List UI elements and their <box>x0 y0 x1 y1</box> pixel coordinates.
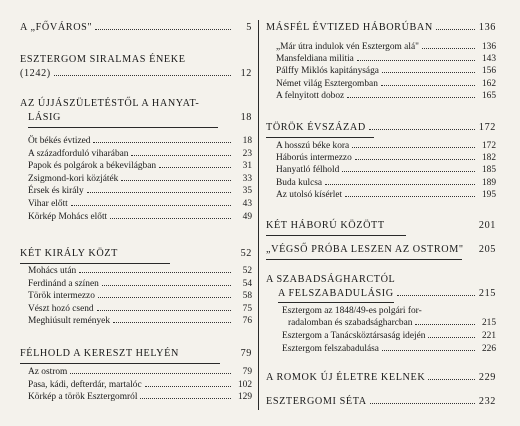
toc-chapter[interactable] <box>20 68 252 79</box>
chapter-title: A „FŐVÁROS" <box>20 22 93 33</box>
dot-leader <box>79 271 231 273</box>
toc-item[interactable] <box>28 212 252 222</box>
item-title: Esztergom felszabadulása <box>282 344 379 354</box>
page-number: 136 <box>481 42 496 52</box>
chapter-title-cont: A FELSZABADULÁSIG <box>278 288 394 299</box>
page-number: 18 <box>242 136 252 146</box>
page-number: 5 <box>246 22 252 33</box>
dot-leader <box>428 336 475 338</box>
chapter-rule <box>20 363 220 364</box>
item-title: Az ostrom <box>28 367 68 377</box>
chapter-rule <box>266 137 374 138</box>
toc-item[interactable] <box>28 367 252 377</box>
dot-leader <box>93 141 231 143</box>
toc-item[interactable] <box>288 318 496 328</box>
item-title: „Már útra indulok vén Esztergom alá" <box>276 42 419 52</box>
item-title: Öt békés évtized <box>28 136 91 146</box>
dot-leader <box>131 154 231 156</box>
toc-item[interactable] <box>276 66 496 76</box>
page-number: 52 <box>240 248 252 259</box>
item-title: Körkép Mohács előtt <box>28 211 108 222</box>
page-number: 201 <box>478 220 496 231</box>
item-title: Körkép a török Esztergomról <box>28 392 138 403</box>
page-number: 102 <box>237 379 252 390</box>
chapter-title: TÖRÖK ÉVSZÁZAD <box>266 122 366 133</box>
item-title: Érsek és király <box>28 186 84 197</box>
toc-item[interactable] <box>28 279 252 289</box>
toc-item[interactable] <box>28 136 252 146</box>
dot-leader <box>428 378 475 380</box>
toc-chapter[interactable] <box>266 22 496 33</box>
toc-item[interactable] <box>276 91 496 101</box>
dot-leader <box>381 84 475 86</box>
page-number: 215 <box>481 318 496 328</box>
toc-item[interactable] <box>282 344 496 354</box>
toc-item[interactable] <box>28 291 252 301</box>
leader <box>64 119 231 120</box>
item-title: Buda kulcsa <box>276 177 323 188</box>
dot-leader <box>97 309 231 311</box>
toc-chapter[interactable] <box>266 372 496 383</box>
page-number: 52 <box>242 266 252 276</box>
toc-chapter[interactable] <box>266 244 496 255</box>
dot-leader <box>369 128 475 130</box>
toc-chapter[interactable] <box>266 220 496 231</box>
item-title: Zsigmond-kori közjáték <box>28 173 119 184</box>
dot-leader <box>347 96 475 98</box>
chapter-rule <box>266 235 406 236</box>
page-number: 33 <box>242 173 252 184</box>
item-title: radalomban és szabadságharcban <box>288 318 413 328</box>
page-number: 129 <box>237 392 252 403</box>
page-number: 143 <box>481 54 496 65</box>
item-title: Vihar előtt <box>28 199 68 209</box>
toc-chapter[interactable] <box>20 22 252 33</box>
chapter-title-cont: LÁSIG <box>28 112 61 123</box>
item-title: Háborús intermezzo <box>276 153 352 164</box>
item-title: Mansfeldiana militia <box>276 54 354 65</box>
page-number: 75 <box>242 303 252 314</box>
chapter-rule <box>266 259 462 260</box>
dot-leader <box>87 191 231 193</box>
toc-chapter[interactable] <box>20 248 252 259</box>
chapter-rule <box>278 302 394 303</box>
item-title: A hosszú béke kora <box>276 141 350 151</box>
item-title: Török intermezzo <box>28 291 95 302</box>
toc-chapter[interactable] <box>278 288 496 299</box>
page-number: 182 <box>481 153 496 164</box>
column-divider <box>258 20 259 410</box>
leader <box>121 255 231 256</box>
page-number: 232 <box>478 396 496 407</box>
leader <box>182 355 231 356</box>
page-number: 23 <box>242 148 252 159</box>
dot-leader <box>159 166 231 168</box>
toc-item[interactable] <box>276 141 496 151</box>
page-number: 165 <box>481 90 496 101</box>
item-title: Esztergom a Tanácsköztársaság idején <box>282 331 426 341</box>
item-title: Papok és polgárok a békevilágban <box>28 161 157 172</box>
dot-leader <box>370 402 475 404</box>
page-number: 195 <box>481 189 496 200</box>
page-number: 35 <box>242 186 252 197</box>
chapter-title: FÉLHOLD A KERESZT HELYÉN <box>20 348 179 359</box>
page-number: 54 <box>242 278 252 289</box>
toc-item[interactable] <box>276 79 496 89</box>
toc-item[interactable] <box>28 266 252 276</box>
dot-leader <box>113 321 231 323</box>
toc-chapter[interactable] <box>20 348 252 359</box>
leader <box>388 227 475 228</box>
page-number: 18 <box>240 112 252 123</box>
page-number: 172 <box>481 141 496 151</box>
dot-leader <box>382 71 475 73</box>
toc-item[interactable] <box>28 199 252 209</box>
dot-leader <box>397 294 475 296</box>
chapter-title: AZ ÚJJÁSZÜLETÉSTŐL A HANYAT- <box>20 98 200 109</box>
page-number: 229 <box>478 372 496 383</box>
chapter-title: MÁSFÉL ÉVTIZED HÁBORÚBAN <box>266 22 433 33</box>
dot-leader <box>102 284 231 286</box>
chapter-title-cont: (1242) <box>20 68 51 79</box>
dot-leader <box>355 158 475 160</box>
item-title: Pasa, kádi, defterdár, martalóc <box>28 379 142 390</box>
dot-leader <box>54 74 231 76</box>
toc-item[interactable] <box>28 161 252 171</box>
chapter-title: „VÉGSŐ PRÓBA LESZEN AZ OSTROM" <box>266 244 464 255</box>
dot-leader <box>95 28 231 30</box>
dot-leader <box>140 397 231 399</box>
page-number: 205 <box>478 244 496 255</box>
item-title: Pálffy Miklós kapitánysága <box>276 66 379 77</box>
page-number: 43 <box>242 199 252 209</box>
dot-leader <box>352 146 475 148</box>
page-number: 189 <box>481 177 496 188</box>
item-title: Esztergom az 1848/49-es polgári for- <box>282 306 422 316</box>
toc-chapter[interactable] <box>28 112 252 123</box>
chapter-title: A SZABADSÁGHARCTÓL <box>266 274 396 285</box>
toc-item[interactable] <box>28 174 252 184</box>
page-number: 31 <box>242 161 252 172</box>
toc-item[interactable] <box>28 392 252 402</box>
page-number: 58 <box>242 291 252 302</box>
page-number: 76 <box>242 316 252 327</box>
page-number: 79 <box>242 367 252 377</box>
page-number: 226 <box>481 344 496 354</box>
item-title: Ferdinánd a színen <box>28 278 99 289</box>
dot-leader <box>70 372 231 374</box>
page-number: 136 <box>478 22 496 33</box>
page-number: 12 <box>240 68 252 79</box>
dot-leader <box>121 179 231 181</box>
page-number: 172 <box>478 122 496 133</box>
item-title: Meghiúsult remények <box>28 316 111 327</box>
chapter-rule <box>20 263 170 264</box>
page-number: 79 <box>240 348 252 359</box>
leader <box>467 251 475 252</box>
toc-item[interactable] <box>276 190 496 200</box>
item-title: Mohács után <box>28 266 77 276</box>
dot-leader <box>110 217 231 219</box>
dot-leader <box>415 323 475 325</box>
page-number: 162 <box>481 78 496 89</box>
page-number: 49 <box>242 211 252 222</box>
toc-item[interactable] <box>28 380 252 390</box>
chapter-title: ESZTERGOM SIRALMAS ÉNEKE <box>20 54 186 65</box>
dot-leader <box>145 385 231 387</box>
toc-item[interactable] <box>276 165 496 175</box>
toc-chapter[interactable] <box>266 122 496 133</box>
chapter-title: KÉT HÁBORÚ KÖZÖTT <box>266 220 385 231</box>
toc-item[interactable] <box>28 186 252 196</box>
dot-leader <box>422 47 475 49</box>
page-number: 221 <box>481 331 496 341</box>
toc-item[interactable] <box>28 316 252 326</box>
chapter-title: ESZTERGOMI SÉTA <box>266 396 367 407</box>
toc-item[interactable] <box>276 153 496 163</box>
item-title: Német világ Esztergomban <box>276 78 378 89</box>
page-number: 156 <box>481 66 496 77</box>
dot-leader <box>342 170 475 172</box>
item-title: A századforduló viharában <box>28 148 129 159</box>
chapter-title: KÉT KIRÁLY KÖZT <box>20 248 118 259</box>
dot-leader <box>98 296 231 298</box>
toc-item[interactable] <box>276 54 496 64</box>
toc-item[interactable] <box>28 149 252 159</box>
item-title: A felnyitott doboz <box>276 90 345 101</box>
toc-item[interactable] <box>276 42 496 52</box>
dot-leader <box>71 204 231 206</box>
page-number: 185 <box>481 165 496 176</box>
dot-leader <box>382 349 475 351</box>
dot-leader <box>436 28 475 30</box>
toc-item[interactable] <box>276 178 496 188</box>
item-title: Az utolsó kísérlet <box>276 189 343 200</box>
item-title: Hanyatló félhold <box>276 165 340 176</box>
page-number: 215 <box>478 288 496 299</box>
toc-item[interactable] <box>282 331 496 341</box>
chapter-title: A ROMOK ÚJ ÉLETRE KELNEK <box>266 372 426 383</box>
chapter-rule <box>28 127 218 128</box>
dot-leader <box>345 195 475 197</box>
dot-leader <box>325 183 475 185</box>
toc-item[interactable] <box>28 304 252 314</box>
item-title: Vészt hozó csend <box>28 303 94 314</box>
toc-chapter[interactable] <box>266 396 496 407</box>
dot-leader <box>357 59 475 61</box>
